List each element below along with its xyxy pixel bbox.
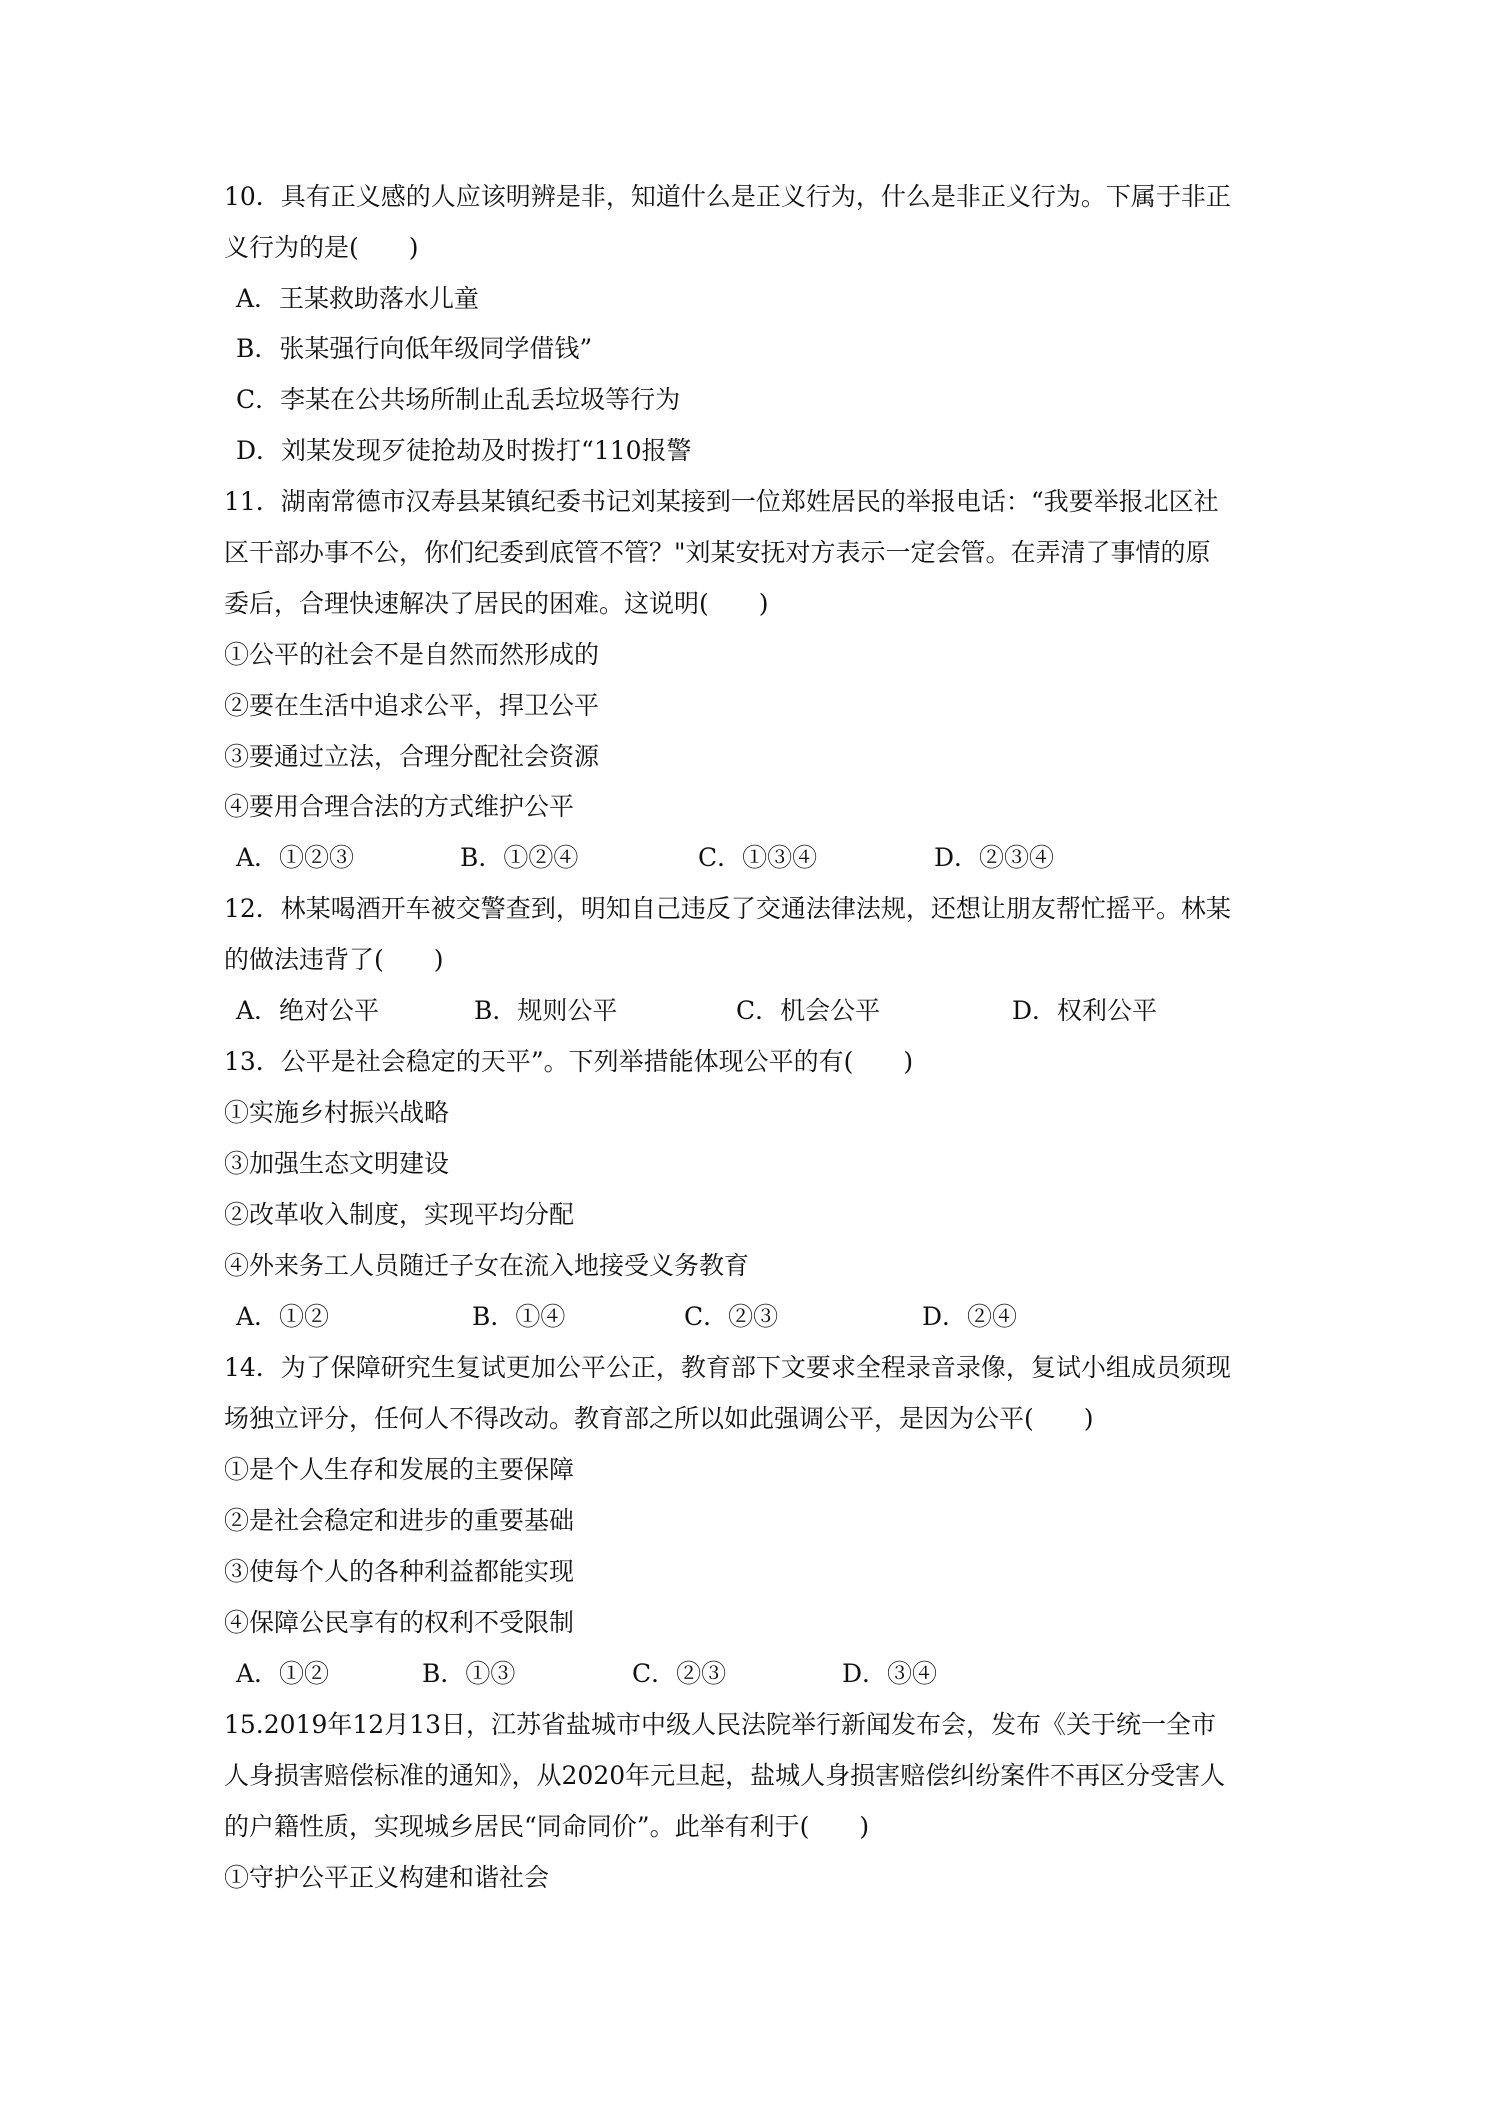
q13-item-1: ①实施乡村振兴战略 [224, 1098, 450, 1127]
q11-item-3: ③要通过立法，合理分配社会资源 [224, 742, 600, 771]
q12-choice-d: D．权利公平 [1012, 996, 1158, 1025]
q10-option-b: B．张某强行向低年级同学借钱” [236, 334, 593, 363]
q12-choice-a: A．绝对公平 [236, 996, 380, 1025]
q11-choice-c: C．①③④ [698, 843, 818, 872]
q14-choice-a: A．①② [236, 1659, 330, 1688]
q13-choice-c: C．②③ [684, 1302, 779, 1331]
q11-item-2: ②要在生活中追求公平，捍卫公平 [224, 691, 600, 720]
q14-item-1: ①是个人生存和发展的主要保障 [224, 1455, 575, 1484]
q11-choice-a: A．①②③ [236, 843, 355, 872]
q11-item-4: ④要用合理合法的方式维护公平 [224, 792, 575, 821]
q13-item-4: ④外来务工人员随迁子女在流入地接受义务教育 [224, 1251, 750, 1280]
q10-option-d: D．刘某发现歹徒抢劫及时拨打“110报警 [236, 436, 692, 465]
q10-stem-line-2: 义行为的是( ) [224, 233, 419, 262]
q15-item-1: ①守护公平正义构建和谐社会 [224, 1863, 550, 1892]
q14-choice-d: D．③④ [842, 1659, 938, 1688]
q15-stem-line-3: 的户籍性质，实现城乡居民“同命同价”。此举有利于( ) [224, 1812, 870, 1841]
q15-stem-line-1: 15.2019年12月13日，江苏省盐城市中级人民法院举行新闻发布会，发布《关于统一全市 [224, 1710, 1217, 1739]
q14-item-4: ④保障公民享有的权利不受限制 [224, 1608, 575, 1637]
q11-choice-d: D．②③④ [934, 843, 1055, 872]
q14-item-2: ②是社会稳定和进步的重要基础 [224, 1506, 575, 1535]
q14-choice-c: C．②③ [632, 1659, 727, 1688]
q11-stem-line-3: 委后，合理快速解决了居民的困难。这说明( ) [224, 589, 769, 618]
q14-stem-line-2: 场独立评分，任何人不得改动。教育部之所以如此强调公平，是因为公平( ) [224, 1404, 1094, 1433]
q14-item-3: ③使每个人的各种利益都能实现 [224, 1557, 575, 1586]
q11-item-1: ①公平的社会不是自然而然形成的 [224, 640, 600, 669]
q14-stem-line-1: 14．为了保障研究生复试更加公平公正，教育部下文要求全程录音录像，复试小组成员须现 [224, 1353, 1231, 1382]
q10-stem-line-1: 10．具有正义感的人应该明辨是非，知道什么是正义行为，什么是非正义行为。下属于非正 [224, 182, 1231, 211]
q11-choice-b: B．①②④ [460, 843, 579, 872]
q12-choice-c: C．机会公平 [736, 996, 881, 1025]
q13-choice-b: B．①④ [472, 1302, 566, 1331]
q10-option-c: C．李某在公共场所制止乱丢垃圾等行为 [236, 385, 681, 414]
q13-item-3: ②改革收入制度，实现平均分配 [224, 1200, 575, 1229]
q12-stem-line-2: 的做法违背了( ) [224, 945, 444, 974]
q10-option-a: A．王某救助落水儿童 [236, 284, 480, 313]
q11-stem-line-2: 区干部办事不公，你们纪委到底管不管？"刘某安抚对方表示一定会管。在弄清了事情的原 [224, 538, 1211, 567]
q13-choice-a: A．①② [236, 1302, 330, 1331]
q14-choice-b: B．①③ [422, 1659, 516, 1688]
q12-stem-line-1: 12．林某喝酒开车被交警查到，明知自己违反了交通法律法规，还想让朋友帮忙摇平。林某 [224, 894, 1231, 923]
q15-stem-line-2: 人身损害赔偿标准的通知》，从2020年元旦起，盐城人身损害赔偿纠纷案件不再区分受害人 [224, 1761, 1226, 1790]
q13-item-2: ③加强生态文明建设 [224, 1149, 450, 1178]
q13-stem-line-1: 13．公平是社会稳定的天平”。下列举措能体现公平的有( ) [224, 1047, 914, 1076]
q12-choice-b: B．规则公平 [474, 996, 618, 1025]
q11-stem-line-1: 11．湖南常德市汉寿县某镇纪委书记刘某接到一位郑姓居民的举报电话：“我要举报北区社 [224, 487, 1219, 516]
q13-choice-d: D．②④ [922, 1302, 1018, 1331]
